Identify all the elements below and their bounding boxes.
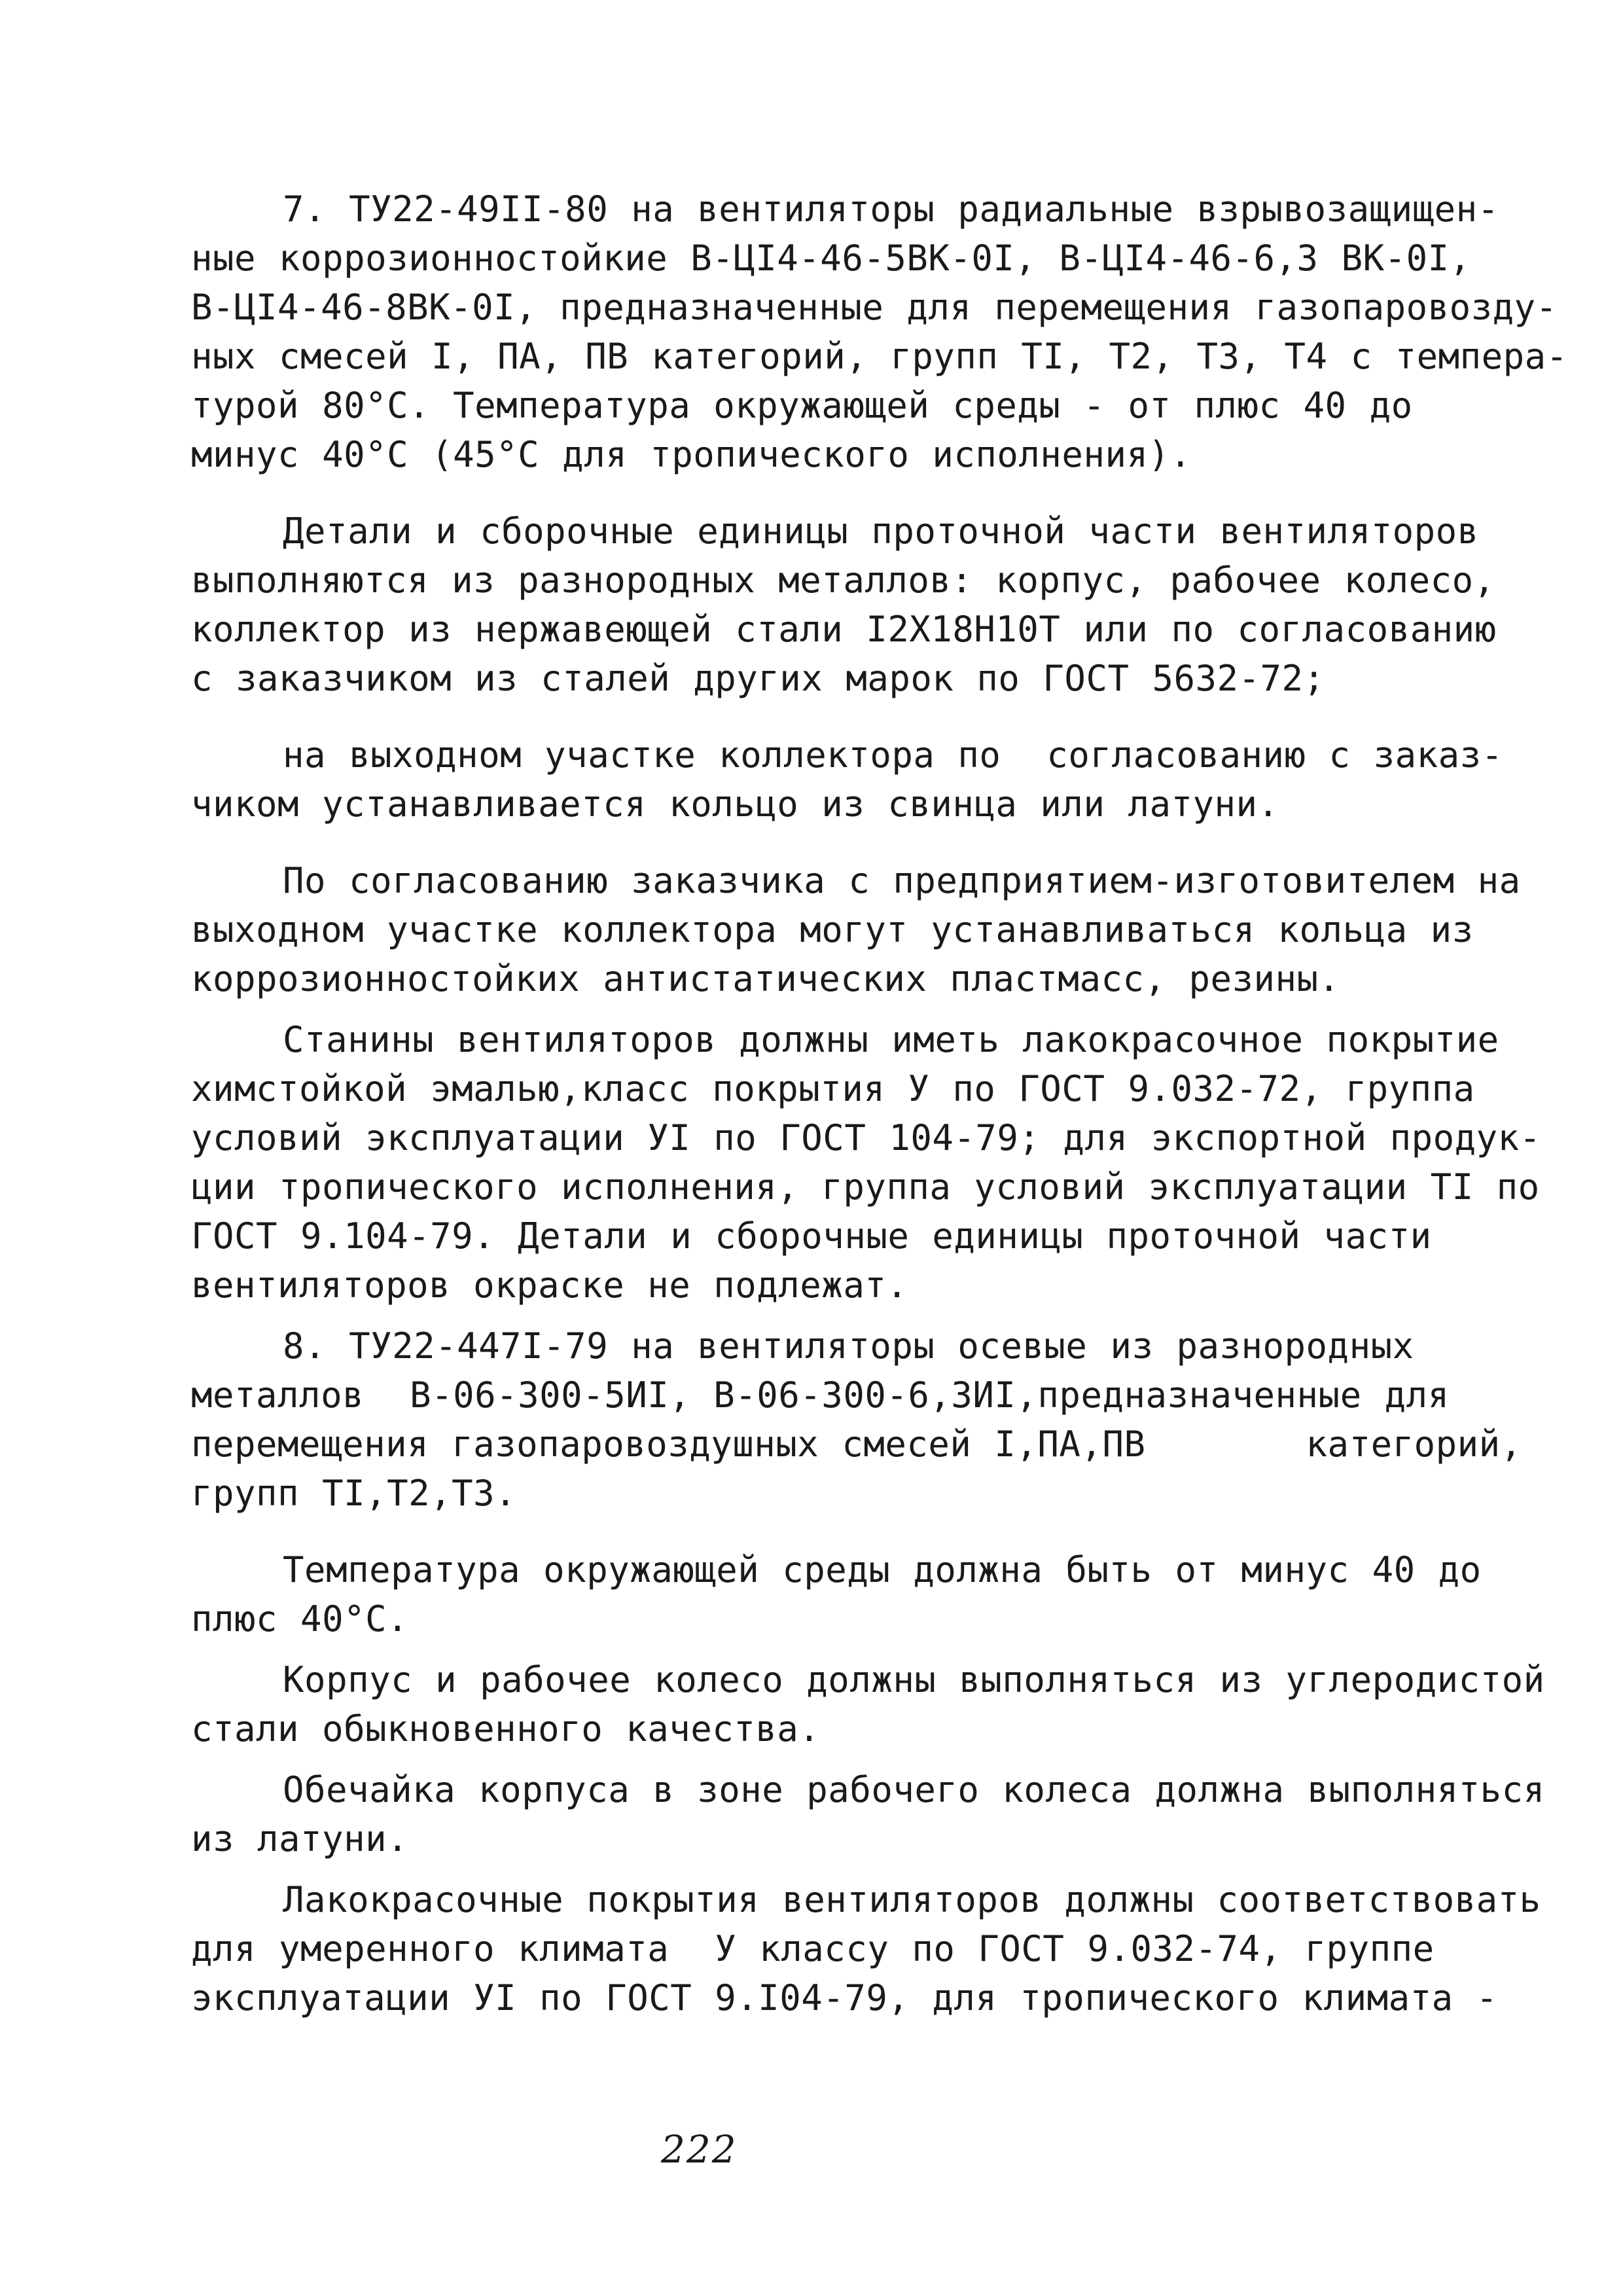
paragraph-gap <box>191 703 1448 730</box>
paragraph-gap <box>191 1310 1448 1321</box>
text-line: 7. ТУ22-49II-80 на вентиляторы радиальные взрывозащищен- <box>191 188 1499 230</box>
text-line: на выходном участке коллектора по согласованию с заказ- <box>191 734 1503 776</box>
text-line: плюс 40°С. <box>191 1598 409 1640</box>
text-line: с заказчиком из сталей других марок по ГОСТ 5632-72; <box>191 658 1325 699</box>
paragraph-temperature <box>191 1545 1482 1643</box>
paragraph-agreement <box>191 856 1521 1003</box>
paragraph-gap <box>191 1518 1448 1545</box>
text-line: перемещения газопаровоздушных смесей I,ПА,ПВ категорий, <box>191 1424 1522 1465</box>
text-line: металлов В-06-300-5ИI, В-06-300-6,3ИI,предназначенные для <box>191 1374 1450 1416</box>
text-line: чиком устанавливается кольцо из свинца или латуни. <box>191 783 1279 825</box>
paragraph-gap <box>191 1863 1448 1875</box>
paragraph-gap <box>191 479 1448 507</box>
text-line: химстойкой эмалью,класс покрытия У по ГОСТ 9.032-72, группа <box>191 1068 1475 1109</box>
text-line: ные коррозионностойкие В-ЦI4-46-5ВК-0I, В-ЦI4-46-6,3 ВК-0I, <box>191 238 1471 279</box>
paragraph-housing <box>191 1655 1545 1753</box>
text-line: коррозионностойких антистатических пластмасс, резины. <box>191 958 1340 999</box>
text-line: Станины вентиляторов должны иметь лакокрасочное покрытие <box>191 1019 1499 1060</box>
text-line: стали обыкновенного качества. <box>191 1708 821 1749</box>
paragraph-shell <box>191 1765 1545 1863</box>
paragraph-gap <box>191 1753 1448 1765</box>
paragraph-frames <box>191 1015 1541 1310</box>
text-line: Обечайка корпуса в зоне рабочего колеса должна выполняться <box>191 1769 1545 1810</box>
page-number: 222 <box>661 2127 738 2172</box>
text-line: коллектор из нержавеющей стали I2Х18Н10Т или по согласованию <box>191 609 1497 650</box>
text-line: 8. ТУ22-447I-79 на вентиляторы осевые из разнородных <box>191 1325 1414 1367</box>
text-line: вентиляторов окраске не подлежат. <box>191 1265 908 1306</box>
text-line: минус 40°С (45°С для тропического исполнения). <box>191 434 1192 475</box>
text-line: для умеренного климата У классу по ГОСТ 9.032-74, группе <box>191 1928 1435 1969</box>
text-line: Лакокрасочные покрытия вентиляторов должны соответствовать <box>191 1879 1541 1920</box>
paragraph-gap <box>191 829 1448 856</box>
text-line: В-ЦI4-46-8ВК-0I, предназначенные для перемещения газопаровозду- <box>191 287 1558 328</box>
text-line: из латуни. <box>191 1818 409 1859</box>
paragraph-details <box>191 507 1497 703</box>
text-line: эксплуатации УI по ГОСТ 9.I04-79, для тропического климата - <box>191 1977 1498 2018</box>
text-line: ции тропического исполнения, группа условий эксплуатации ТI по <box>191 1166 1540 1208</box>
document-body <box>191 185 1568 2022</box>
paragraph-item-8 <box>191 1321 1522 1518</box>
text-line: Детали и сборочные единицы проточной части вентиляторов <box>191 511 1479 552</box>
text-line: выполняются из разнородных металлов: корпус, рабочее колесо, <box>191 560 1495 601</box>
paragraph-ring <box>191 730 1503 829</box>
text-line: ГОСТ 9.104-79. Детали и сборочные единицы проточной части <box>191 1215 1432 1257</box>
text-line: По согласованию заказчика с предприятием-изготовителем на <box>191 860 1521 901</box>
text-line: турой 80°С. Температура окружающей среды - от плюс 40 до <box>191 385 1413 426</box>
text-line: условий эксплуатации УI по ГОСТ 104-79; для экспортной продук- <box>191 1117 1541 1158</box>
text-line: групп ТI,Т2,Т3. <box>191 1473 517 1514</box>
text-line: Корпус и рабочее колесо должны выполняться из углеродистой <box>191 1659 1545 1700</box>
paragraph-coatings <box>191 1875 1541 2022</box>
paragraph-gap <box>191 1643 1448 1655</box>
paragraph-gap <box>191 1003 1448 1015</box>
text-line: выходном участке коллектора могут устанавливаться кольца из <box>191 909 1474 950</box>
paragraph-item-7 <box>191 185 1568 479</box>
text-line: ных смесей I, ПА, ПВ категорий, групп ТI, Т2, Т3, Т4 с темпера- <box>191 336 1568 377</box>
text-line: Температура окружающей среды должна быть от минус 40 до <box>191 1549 1482 1590</box>
